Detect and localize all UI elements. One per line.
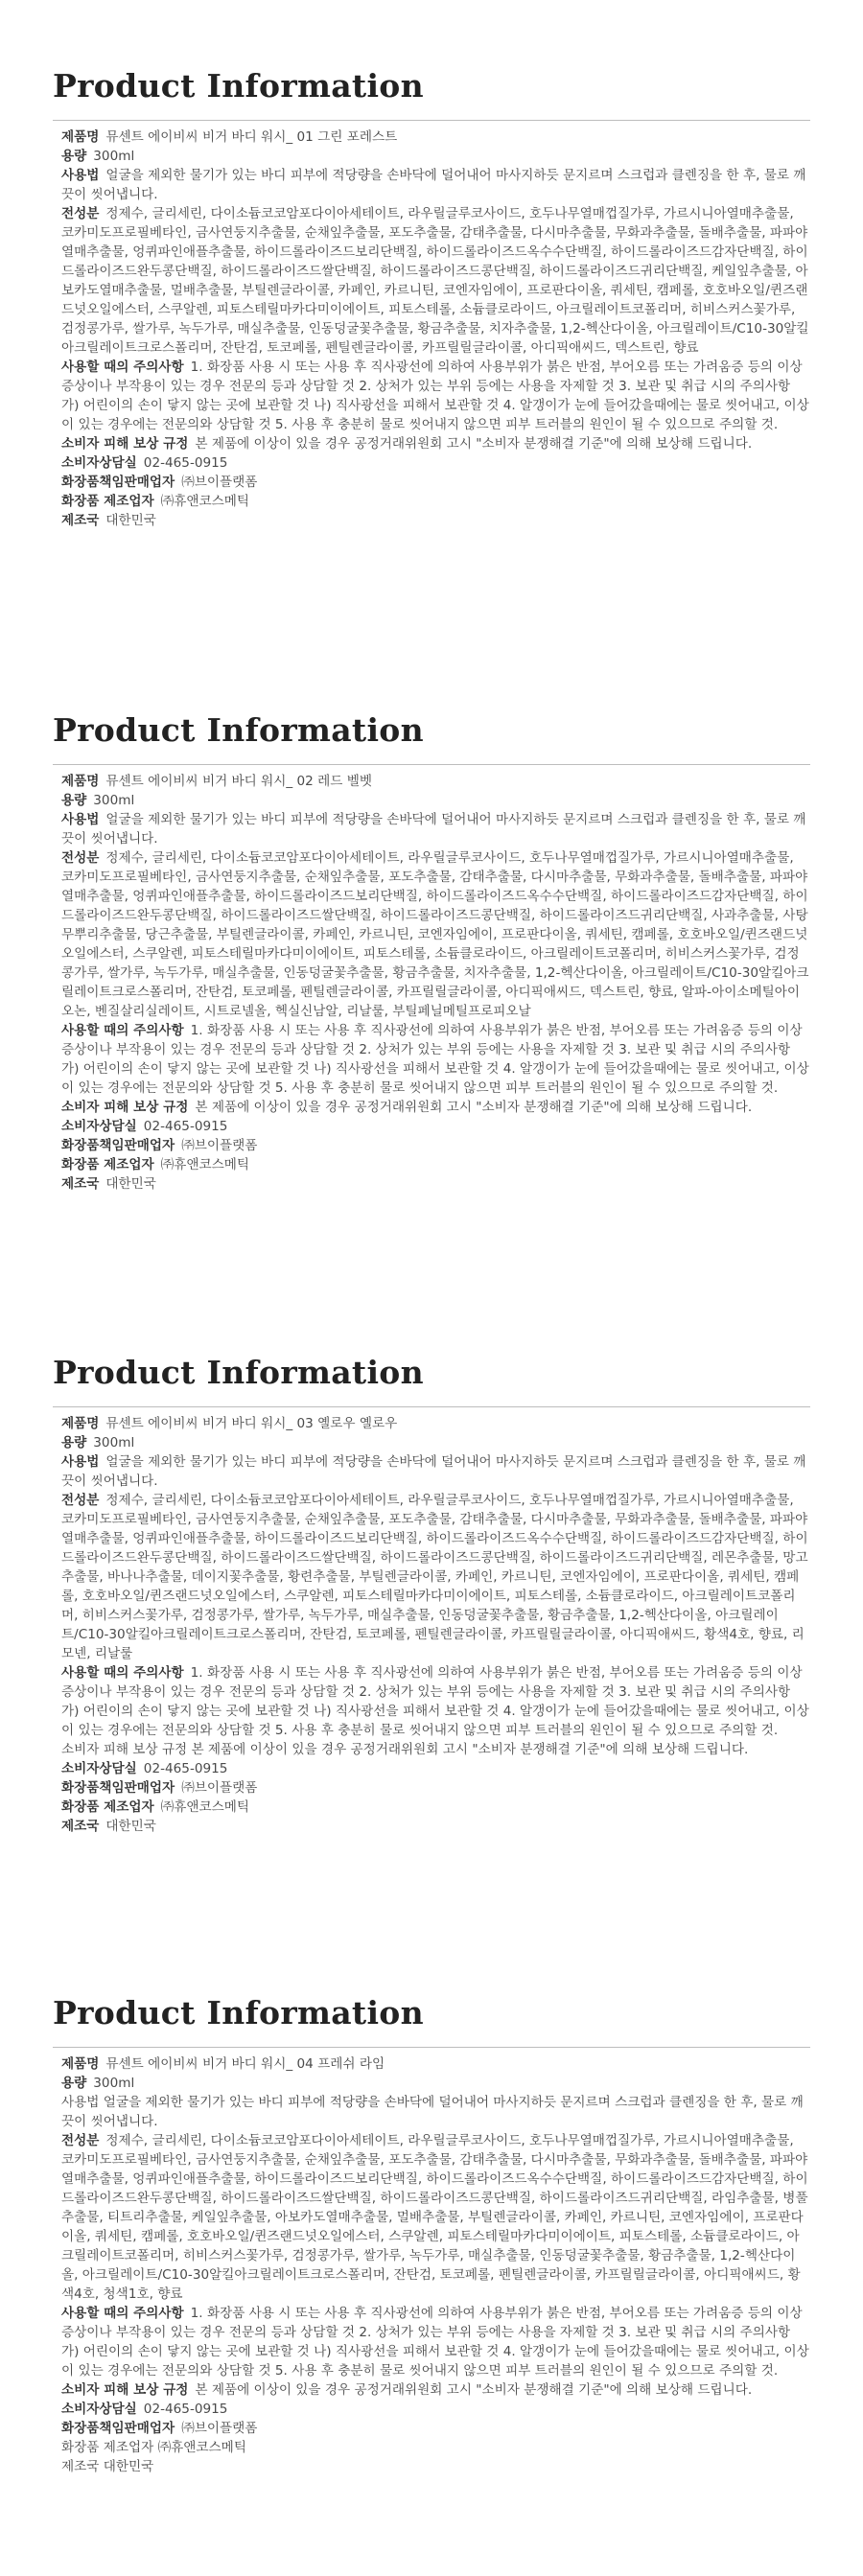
info-label: 화장품책임판매업자 <box>61 2421 175 2436</box>
info-value: 정제수, 글리세린, 다이소듐코코암포다이아세테이트, 라우릴글루코사이드, 호두나무열매껍질가루, 가르시니아열매추출물, 코카미도프로필베타인, 금사연둥지추출물, 순채잎추출물, 포도추출물, 감태추출물, 다시마추출물, 무화과추출물, 돌배추출물, 파파야열매추출물, 엉퀴파인애플추출물, 하이드롤라이즈드보리단백질, 하이드롤라이즈드옥수수단백질, 하이드롤라이즈드감자단백질, 하이드롤라이즈드완두콩단백질, 하이드롤라이즈드쌀단백질, 하이드롤라이즈드콩단백질, 하이드롤라이즈드귀리단백질, 케일잎추출물, 아보카도열매추출물, 멀배추출물, 부틸렌글라이콜, 카페인, 카르니틴, 코엔자임에이, 프로판다이올, 쿼세틴, 캠페롤, 호호바오일/퀸즈랜드넛오일에스터, 스쿠알렌, 피토스테릴마카다미이에이트, 피토스테롤, 소듐클로라이드, 아크릴레이트코폴리머, 히비스커스꽃가루, 검정콩가루, 쌀가루, 녹두가루, 매실추출물, 인동덩굴꽃추출물, 황금추출물, 치자추출물, 1,2-헥산다이올, 아크릴레이트/C10-30알킬아크릴레이트크로스폴리머, 잔탄검, 토코페롤, 펜틸렌글라이콜, 카프릴릴글라이콜, 아디픽애씨드, 덱스트린, 향료 <box>61 206 809 356</box>
info-row <box>61 791 809 810</box>
info-value: 본 제품에 이상이 있을 경우 공정거래위원회 고시 "소비자 분쟁해결 기준"에 의해 보상해 드립니다. <box>195 2382 753 2398</box>
info-row <box>61 1117 809 1136</box>
info-value: 1. 화장품 사용 시 또는 사용 후 직사광선에 의하여 사용부위가 붉은 반점, 부어오름 또는 가려움증 등의 이상 증상이나 부작용이 있는 경우 전문의 등과 상담할 것 2. 상처가 있는 부위 등에는 사용을 자제할 것 3. 보관 및 취급 시의 주의사항 가) 어린이의 손이 닿지 않는 곳에 보관할 것 나) 직사광선을 피해서 보관할 것 4. 알갱이가 눈에 들어갔을때에는 물로 씻어내고, 이상이 있는 경우에는 전문의와 상담할 것 5. 사용 후 충분히 물로 씻어내지 않으면 피부 트러블의 원인이 될 수 있으므로 주의할 것. <box>61 1665 809 1738</box>
section-title: Product Information <box>53 711 424 749</box>
info-row <box>61 204 809 358</box>
info-row <box>61 772 809 791</box>
info-value: 얼굴을 제외한 물기가 있는 바디 피부에 적당량을 손바닥에 덜어내어 마사지하듯 문지르며 스크럽과 클렌징을 한 후, 물로 깨끗이 씻어냅니다. <box>61 1454 806 1489</box>
info-value: 얼굴을 제외한 물기가 있는 바디 피부에 적당량을 손바닥에 덜어내어 마사지하듯 문지르며 스크럽과 클렌징을 한 후, 물로 깨끗이 씻어냅니다. <box>61 812 806 847</box>
info-value: 300ml <box>93 1435 135 1450</box>
info-value: 02-465-0915 <box>143 455 228 471</box>
info-list <box>61 1414 809 1836</box>
info-row <box>61 1491 809 1663</box>
info-value: 뮤센트 에이비씨 비거 바디 워시_ 04 프레쉬 라임 <box>105 2056 385 2072</box>
info-label: 제품명 <box>61 774 100 789</box>
info-list <box>61 128 809 530</box>
info-value: 300ml <box>93 793 135 808</box>
info-label: 화장품 제조업자 <box>61 1799 154 1815</box>
info-value: ㈜휴앤코스메틱 <box>160 494 250 509</box>
info-value: 대한민국 <box>105 1819 156 1834</box>
info-list <box>61 772 809 1194</box>
info-label: 전성분 <box>61 850 100 866</box>
info-value: 소비자 피해 보상 규정 본 제품에 이상이 있을 경우 공정거래위원회 고시 "소비자 분쟁해결 기준"에 의해 보상해 드립니다. <box>61 1742 749 1757</box>
info-label: 전성분 <box>61 206 100 221</box>
info-value: 뮤센트 에이비씨 비거 바디 워시_ 01 그린 포레스트 <box>105 129 398 145</box>
section-title: Product Information <box>53 67 424 104</box>
info-row <box>61 358 809 434</box>
info-value: 대한민국 <box>105 1176 156 1192</box>
info-label: 제품명 <box>61 129 100 145</box>
info-row <box>61 166 809 204</box>
info-row <box>61 1740 809 1759</box>
section-title: Product Information <box>53 1994 424 2031</box>
info-value: ㈜휴앤코스메틱 <box>160 1157 250 1172</box>
info-row <box>61 434 809 453</box>
info-label: 사용할 때의 주의사항 <box>61 1665 184 1681</box>
info-row <box>61 1021 809 1098</box>
info-label: 소비자상담실 <box>61 1761 137 1776</box>
info-value: 02-465-0915 <box>143 2402 228 2417</box>
info-row <box>61 453 809 473</box>
info-label: 사용법 <box>61 168 100 183</box>
info-value: 1. 화장품 사용 시 또는 사용 후 직사광선에 의하여 사용부위가 붉은 반점, 부어오름 또는 가려움증 등의 이상 증상이나 부작용이 있는 경우 전문의 등과 상담할 것 2. 상처가 있는 부위 등에는 사용을 자제할 것 3. 보관 및 취급 시의 주의사항 가) 어린이의 손이 닿지 않는 곳에 보관할 것 나) 직사광선을 피해서 보관할 것 4. 알갱이가 눈에 들어갔을때에는 물로 씻어내고, 이상이 있는 경우에는 전문의와 상담할 것 5. 사용 후 충분히 물로 씻어내지 않으면 피부 트러블의 원인이 될 수 있으므로 주의할 것. <box>61 2306 809 2379</box>
info-label: 소비자 피해 보상 규정 <box>61 436 189 452</box>
info-row <box>61 1098 809 1117</box>
info-value: 뮤센트 에이비씨 비거 바디 워시_ 02 레드 벨벳 <box>105 774 372 789</box>
info-row <box>61 147 809 166</box>
info-value: 정제수, 글리세린, 다이소듐코코암포다이아세테이트, 라우릴글루코사이드, 호두나무열매껍질가루, 가르시니아열매추출물, 코카미도프로필베타인, 금사연둥지추출물, 순채잎추출물, 포도추출물, 감태추출물, 다시마추출물, 무화과추출물, 돌배추출물, 파파야열매추출물, 엉퀴파인애플추출물, 하이드롤라이즈드보리단백질, 하이드롤라이즈드옥수수단백질, 하이드롤라이즈드감자단백질, 하이드롤라이즈드완두콩단백질, 하이드롤라이즈드쌀단백질, 하이드롤라이즈드콩단백질, 하이드롤라이즈드귀리단백질, 사과추출물, 사탕무뿌리추출물, 당근추출물, 부틸렌글라이콜, 카페인, 카르니틴, 코엔자임에이, 프로판다이올, 쿼세틴, 캠페롤, 호호바오일/퀸즈랜드넛오일에스터, 스쿠알렌, 피토스테릴마카다미이에이트, 피토스테롤, 소듐클로라이드, 아크릴레이트코폴리머, 히비스커스꽃가루, 검정콩가루, 쌀가루, 녹두가루, 매실추출물, 인동덩굴꽃추출물, 황금추출물, 치자추출물, 1,2-헥산다이올, 아크릴레이트/C10-30알킬아크릴레이트크로스폴리머, 잔탄검, 토코페롤, 펜틸렌글라이콜, 카프릴릴글라이콜, 아디픽애씨드, 덱스트린, 향료, 알파-아이소메틸아이오논, 벤질살리실레이트, 시트로넬올, 헥실신남알, 리날룰, 부틸페닐메틸프로피오날 <box>61 850 809 1019</box>
info-row <box>61 2054 809 2074</box>
info-label: 제품명 <box>61 1416 100 1431</box>
info-value: 02-465-0915 <box>143 1761 228 1776</box>
info-label: 화장품책임판매업자 <box>61 1780 175 1796</box>
info-value: 사용법 얼굴을 제외한 물기가 있는 바디 피부에 적당량을 손바닥에 덜어내어 마사지하듯 문지르며 스크럽과 클렌징을 한 후, 물로 깨끗이 씻어냅니다. <box>61 2095 804 2129</box>
info-label: 전성분 <box>61 1493 100 1508</box>
info-label: 소비자상담실 <box>61 455 137 471</box>
section-title: Product Information <box>53 1354 424 1391</box>
info-row <box>61 1155 809 1174</box>
info-label: 화장품 제조업자 <box>61 1157 154 1172</box>
info-value: 정제수, 글리세린, 다이소듐코코암포다이아세테이트, 라우릴글루코사이드, 호두나무열매껍질가루, 가르시니아열매추출물, 코카미도프로필베타인, 금사연둥지추출물, 순채잎추출물, 포도추출물, 감태추출물, 다시마추출물, 무화과추출물, 돌배추출물, 파파야열매추출물, 엉퀴파인애플추출물, 하이드롤라이즈드보리단백질, 하이드롤라이즈드옥수수단백질, 하이드롤라이즈드감자단백질, 하이드롤라이즈드완두콩단백질, 하이드롤라이즈드쌀단백질, 하이드롤라이즈드콩단백질, 하이드롤라이즈드귀리단백질, 레몬추출물, 망고추출물, 바나나추출물, 데이지꽃추출물, 황련추출물, 부틸렌글라이콜, 카페인, 카르니틴, 코엔자임에이, 프로판다이올, 쿼세틴, 캠페롤, 호호바오일/퀸즈랜드넛오일에스터, 스쿠알렌, 피토스테릴마카다미이에이트, 피토스테롤, 소듐클로라이드, 아크릴레이트코폴리머, 히비스커스꽃가루, 검정콩가루, 쌀가루, 녹두가루, 매실추출물, 인동덩굴꽃추출물, 황금추출물, 1,2-헥산다이올, 아크릴레이트/C10-30알킬아크릴레이트크로스폴리머, 잔탄검, 토코페롤, 펜틸렌글라이콜, 카프릴릴글라이콜, 아디픽애씨드, 황색4호, 향료, 리모넨, 리날룰 <box>61 1493 808 1661</box>
info-row <box>61 1452 809 1491</box>
info-value: 300ml <box>93 149 135 164</box>
info-value: 화장품 제조업자 ㈜휴앤코스메틱 <box>61 2440 246 2455</box>
info-value: ㈜브이플랫폼 <box>181 475 258 490</box>
info-value: ㈜브이플랫폼 <box>181 1780 258 1796</box>
info-row <box>61 2419 809 2438</box>
info-label: 소비자상담실 <box>61 1119 137 1134</box>
info-label: 용량 <box>61 149 87 164</box>
info-label: 용량 <box>61 793 87 808</box>
info-row <box>61 511 809 530</box>
info-row <box>61 1136 809 1155</box>
info-label: 제품명 <box>61 2056 100 2072</box>
info-row <box>61 1414 809 1433</box>
info-row <box>61 2131 809 2304</box>
info-value: ㈜브이플랫폼 <box>181 1138 258 1153</box>
info-row <box>61 2400 809 2419</box>
divider <box>53 764 810 765</box>
info-value: 300ml <box>93 2076 135 2091</box>
info-row <box>61 1798 809 1817</box>
info-value: 02-465-0915 <box>143 1119 228 1134</box>
info-row <box>61 848 809 1021</box>
info-value: ㈜휴앤코스메틱 <box>160 1799 250 1815</box>
info-label: 사용법 <box>61 812 100 827</box>
info-row <box>61 2093 809 2131</box>
info-label: 화장품책임판매업자 <box>61 1138 175 1153</box>
divider <box>53 120 810 121</box>
info-label: 용량 <box>61 1435 87 1450</box>
info-row <box>61 2438 809 2457</box>
info-label: 제조국 <box>61 1176 100 1192</box>
info-value: ㈜브이플랫폼 <box>181 2421 258 2436</box>
info-row <box>61 1174 809 1194</box>
info-row <box>61 473 809 492</box>
info-label: 사용할 때의 주의사항 <box>61 2306 184 2321</box>
info-label: 제조국 <box>61 1819 100 1834</box>
info-label: 전성분 <box>61 2133 100 2148</box>
info-row <box>61 810 809 848</box>
info-row <box>61 1663 809 1740</box>
info-row <box>61 2380 809 2400</box>
info-value: 대한민국 <box>105 513 156 528</box>
divider <box>53 2047 810 2048</box>
info-list <box>61 2054 809 2476</box>
info-label: 소비자상담실 <box>61 2402 137 2417</box>
info-label: 사용할 때의 주의사항 <box>61 360 184 375</box>
info-label: 화장품 제조업자 <box>61 494 154 509</box>
info-label: 용량 <box>61 2076 87 2091</box>
info-label: 제조국 <box>61 513 100 528</box>
info-label: 사용할 때의 주의사항 <box>61 1023 184 1038</box>
info-label: 화장품책임판매업자 <box>61 475 175 490</box>
info-label: 소비자 피해 보상 규정 <box>61 1100 189 1115</box>
info-row <box>61 1778 809 1798</box>
info-row <box>61 1817 809 1836</box>
info-value: 제조국 대한민국 <box>61 2459 154 2474</box>
info-label: 소비자 피해 보상 규정 <box>61 2382 189 2398</box>
info-value: 본 제품에 이상이 있을 경우 공정거래위원회 고시 "소비자 분쟁해결 기준"에 의해 보상해 드립니다. <box>195 436 753 452</box>
info-row <box>61 1433 809 1452</box>
info-row <box>61 492 809 511</box>
info-value: 본 제품에 이상이 있을 경우 공정거래위원회 고시 "소비자 분쟁해결 기준"에 의해 보상해 드립니다. <box>195 1100 753 1115</box>
divider <box>53 1406 810 1407</box>
info-row <box>61 1759 809 1778</box>
info-label: 사용법 <box>61 1454 100 1470</box>
info-row <box>61 2304 809 2380</box>
info-value: 1. 화장품 사용 시 또는 사용 후 직사광선에 의하여 사용부위가 붉은 반점, 부어오름 또는 가려움증 등의 이상 증상이나 부작용이 있는 경우 전문의 등과 상담할 것 2. 상처가 있는 부위 등에는 사용을 자제할 것 3. 보관 및 취급 시의 주의사항 가) 어린이의 손이 닿지 않는 곳에 보관할 것 나) 직사광선을 피해서 보관할 것 4. 알갱이가 눈에 들어갔을때에는 물로 씻어내고, 이상이 있는 경우에는 전문의와 상담할 것 5. 사용 후 충분히 물로 씻어내지 않으면 피부 트러블의 원인이 될 수 있으므로 주의할 것. <box>61 360 809 432</box>
info-row <box>61 128 809 147</box>
info-value: 정제수, 글리세린, 다이소듐코코암포다이아세테이트, 라우릴글루코사이드, 호두나무열매껍질가루, 가르시니아열매추출물, 코카미도프로필베타인, 금사연둥지추출물, 순채잎추출물, 포도추출물, 감태추출물, 다시마추출물, 무화과추출물, 돌배추출물, 파파야열매추출물, 엉퀴파인애플추출물, 하이드롤라이즈드보리단백질, 하이드롤라이즈드옥수수단백질, 하이드롤라이즈드감자단백질, 하이드롤라이즈드완두콩단백질, 하이드롤라이즈드쌀단백질, 하이드롤라이즈드콩단백질, 하이드롤라이즈드귀리단백질, 라임추출물, 병풀추출물, 티트리추출물, 케일잎추출물, 아보카도열매추출물, 멀배추출물, 부틸렌글라이콜, 카페인, 카르니틴, 코엔자임에이, 프로판다이올, 쿼세틴, 캠페롤, 호호바오일/퀸즈랜드넛오일에스터, 스쿠알렌, 피토스테릴마카다미이에이트, 피토스테롤, 소듐클로라이드, 아크릴레이트코폴리머, 히비스커스꽃가루, 검정콩가루, 쌀가루, 녹두가루, 매실추출물, 인동덩굴꽃추출물, 황금추출물, 1,2-헥산다이올, 아크릴레이트/C10-30알킬아크릴레이트크로스폴리머, 잔탄검, 토코페롤, 펜틸렌글라이콜, 카프릴릴글라이콜, 아디픽애씨드, 황색4호, 청색1호, 향료 <box>61 2133 808 2302</box>
info-value: 뮤센트 에이비씨 비거 바디 워시_ 03 옐로우 옐로우 <box>105 1416 398 1431</box>
info-value: 1. 화장품 사용 시 또는 사용 후 직사광선에 의하여 사용부위가 붉은 반점, 부어오름 또는 가려움증 등의 이상 증상이나 부작용이 있는 경우 전문의 등과 상담할 것 2. 상처가 있는 부위 등에는 사용을 자제할 것 3. 보관 및 취급 시의 주의사항 가) 어린이의 손이 닿지 않는 곳에 보관할 것 나) 직사광선을 피해서 보관할 것 4. 알갱이가 눈에 들어갔을때에는 물로 씻어내고, 이상이 있는 경우에는 전문의와 상담할 것 5. 사용 후 충분히 물로 씻어내지 않으면 피부 트러블의 원인이 될 수 있으므로 주의할 것. <box>61 1023 809 1096</box>
info-row <box>61 2074 809 2093</box>
info-value: 얼굴을 제외한 물기가 있는 바디 피부에 적당량을 손바닥에 덜어내어 마사지하듯 문지르며 스크럽과 클렌징을 한 후, 물로 깨끗이 씻어냅니다. <box>61 168 806 202</box>
info-row <box>61 2457 809 2476</box>
